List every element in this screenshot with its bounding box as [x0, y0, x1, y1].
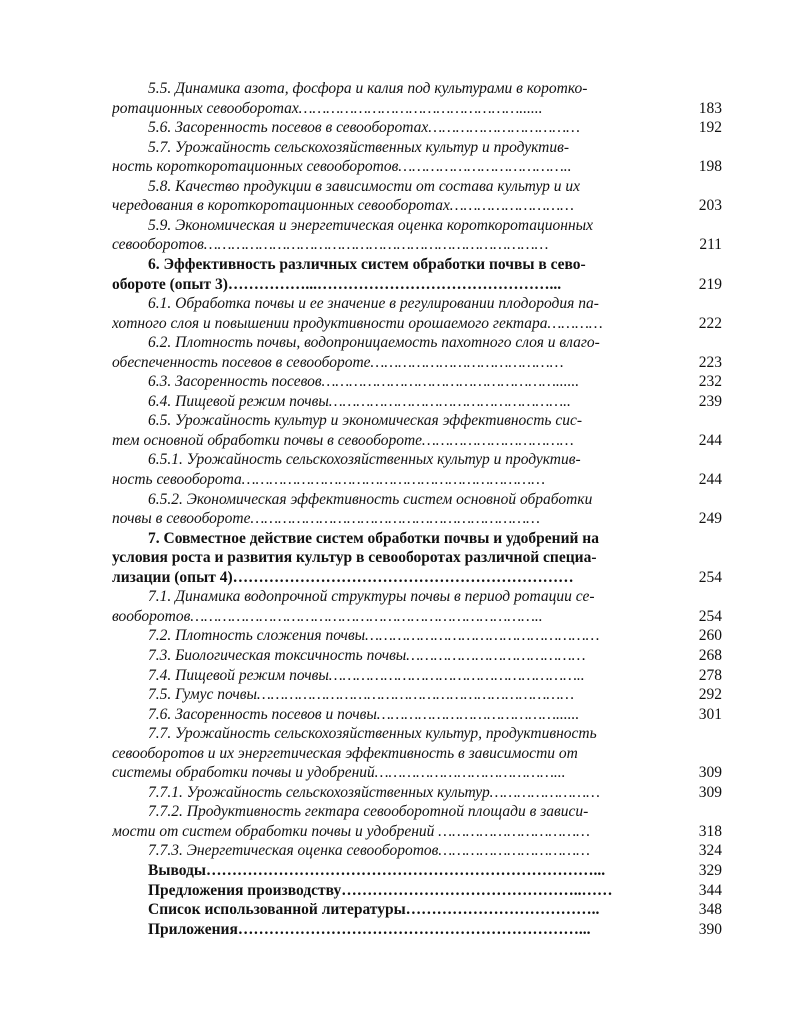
toc-entry-title: 7.4. Пищевой режим почвы………………………………………………..	[148, 666, 585, 684]
toc-page-number: 254	[698, 568, 722, 586]
toc-page-number: 192	[698, 119, 722, 137]
toc-entry-title: 7.1. Динамика водопрочной структуры почвы в период ротации се-	[148, 588, 595, 606]
toc-page-number: 260	[698, 627, 722, 645]
toc-entry-title: 6.2. Плотность почвы, водопроницаемость пахотного слоя и влаго-	[148, 334, 600, 352]
toc-entry-title: Предложения производству………………………………………..……	[148, 881, 613, 899]
toc-entry-title: 6.5.2. Экономическая эффективность систем основной обработки	[148, 490, 593, 508]
toc-entry-title: 6.4. Пищевой режим почвы……………………………………………..	[148, 392, 571, 410]
toc-entry-title: 5.8. Качество продукции в зависимости от состава культур и их	[148, 177, 581, 195]
toc-entry-title: Список использованной литературы………………………………..	[148, 901, 600, 919]
toc-entry-continuation: обороте (опыт 3)……………...………………………………………...	[112, 275, 562, 293]
toc-page-number: 278	[698, 666, 722, 684]
toc-page-number: 329	[698, 862, 722, 879]
toc-page-number: 223	[698, 353, 722, 371]
toc-page-number: 239	[698, 392, 722, 410]
toc-entry-continuation: хотного слоя и повышении продуктивности орошаемого гектара…………	[112, 314, 603, 332]
toc-entry-title: 5.7. Урожайность сельскохозяйственных культур и продуктив-	[148, 138, 570, 156]
toc-entry-title: 7.5. Гумус почвы……………………………………………………………	[148, 686, 575, 704]
toc-entry-title: 7.3. Биологическая токсичность почвы…………………………………	[148, 646, 586, 664]
toc-entry-continuation: севооборотов и их энергетическая эффективность в зависимости от	[112, 744, 578, 762]
toc-entry-continuation: лизации (опыт 4)…………………………………………………………	[112, 568, 574, 586]
toc-entry-title: 7.7.1. Урожайность сельскохозяйственных культур……………………	[148, 783, 600, 801]
toc-page-number: 211	[699, 236, 722, 254]
toc-entry-continuation: почвы в севообороте………………………………………………………	[112, 510, 540, 528]
toc-entry-continuation: ность короткоротационных севооборотов………………………………..	[112, 158, 572, 176]
toc-entry-title: 6.5. Урожайность культур и экономическая эффективность сис-	[148, 412, 582, 430]
toc-page-number: 198	[698, 158, 722, 176]
toc-entry-title: Выводы…………………………………………………………………...	[148, 862, 606, 879]
toc-page-number: 203	[698, 197, 722, 215]
toc-page-number: 232	[698, 373, 722, 391]
toc-page-number: 254	[698, 607, 722, 625]
toc-entry-title: 5.9. Экономическая и энергетическая оценка короткоротационных	[148, 216, 594, 234]
toc-entry-title: 6.1. Обработка почвы и ее значение в регулировании плодородия па-	[148, 295, 599, 313]
toc-entry-title: 7. Совместное действие систем обработки почвы и удобрений на	[148, 529, 599, 547]
toc-entry-title: 7.7.3. Энергетическая оценка севооборотов……………………………	[148, 842, 590, 860]
toc-page-number: 301	[698, 705, 722, 723]
toc-page-number: 344	[698, 881, 722, 899]
toc-entry-title: 7.2. Плотность сложения почвы……………………………………………	[148, 627, 600, 645]
toc-page-number: 309	[698, 764, 722, 782]
toc-page-number: 318	[698, 822, 722, 840]
toc-page-number: 183	[698, 99, 722, 117]
toc-entry-continuation: тем основной обработки почвы в севообороте……………………………	[112, 431, 574, 449]
toc-page-number: 268	[698, 646, 722, 664]
toc-entry-title: 5.6. Засоренность посевов в севооборотах……………………………	[148, 119, 580, 137]
toc-page-number: 324	[698, 842, 722, 860]
toc-entry-title: 6. Эффективность различных систем обработки почвы в сево-	[148, 255, 586, 273]
toc-entry-continuation: системы обработки почвы и удобрений…………………………………...	[112, 764, 566, 782]
toc-entry-title: 6.5.1. Урожайность сельскохозяйственных культур и продуктив-	[148, 451, 581, 469]
toc-entry-continuation: условия роста и развития культур в севооборотах различной специа-	[112, 549, 597, 567]
toc-entry-title: 5.5. Динамика азота, фосфора и калия под культурами в коротко-	[148, 80, 588, 97]
toc-entry-title: 7.7.2. Продуктивность гектара севооборотной площади в зависи-	[148, 803, 589, 821]
toc-entry-continuation: севооборотов…………………………………………………………………	[112, 236, 549, 254]
toc-entry-continuation: обеспеченность посевов в севообороте……………………………………	[112, 353, 564, 371]
toc-page-number: 219	[698, 275, 722, 293]
toc-entry-title: Приложения…………………………………………………………...	[148, 920, 591, 938]
toc-entry-title: 7.7. Урожайность сельскохозяйственных культур, продуктивность	[148, 725, 597, 743]
toc-entry-continuation: ротационных севооборотах…………………………………………......	[112, 99, 543, 117]
toc-entry-continuation: мости от систем обработки почвы и удобрений ……………………………	[112, 822, 590, 840]
toc-page-number: 309	[698, 783, 722, 801]
toc-page-number: 222	[698, 314, 722, 332]
toc-entry-continuation: чередования в короткоротационных севооборотах………………………	[112, 197, 574, 215]
toc-entry-continuation: ность севооборота…………………………………………………………	[112, 471, 545, 488]
toc-entry-continuation: вооборотов…………………………………………………………………..	[112, 607, 543, 625]
toc-page-number: 348	[698, 901, 722, 919]
toc-page-number: 390	[698, 920, 722, 938]
toc-page-number: 292	[698, 686, 722, 704]
toc-entry-title: 7.6. Засоренность посевов и почвы…………………………………......	[148, 705, 580, 723]
toc-page-number: 249	[698, 510, 722, 528]
toc-entry-title: 6.3. Засоренность посевов……………………………………………......	[148, 373, 580, 391]
toc-page-number: 244	[698, 431, 722, 449]
toc-page-number: 244	[698, 471, 722, 488]
